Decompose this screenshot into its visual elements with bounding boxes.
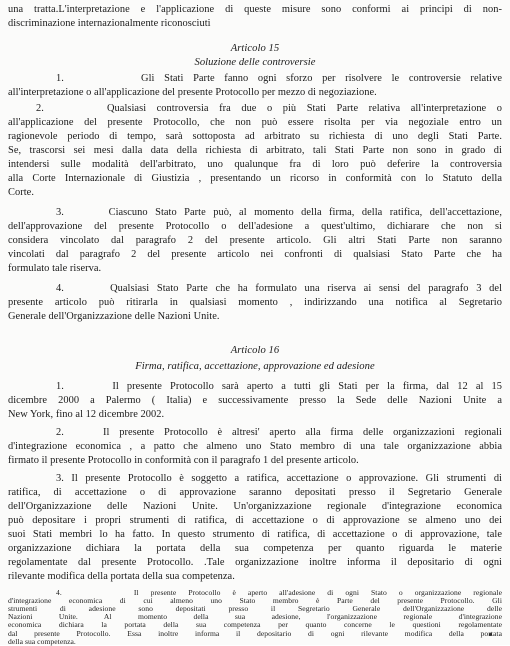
art15-p2-line-6: alla Corte Internazionale di Giustizia , presentando un ricorso in conformità con lo Statuto della	[8, 173, 502, 184]
art16-p4-line-3: strumenti di adesione sono depositati presso il Segretario Generale dell'Organizzazione delle	[8, 604, 502, 614]
article-15-heading: Articolo 15	[230, 43, 280, 54]
art16-p4-line-5: economica dichiara la portata della sua competenza per quanto concerne le questioni regolamentate	[8, 620, 502, 630]
article-15-subheading: Soluzione delle controversie	[194, 57, 316, 68]
article-16-heading: Articolo 16	[230, 345, 280, 356]
art16-p3-line-8: rilevante modifica della portata della sua competenza.	[8, 571, 235, 582]
art16-p3-line-5: suoi Stati membri lo ha fatto. In questo strumento di ratifica, di accettazione o di approvazione, tale	[8, 529, 502, 540]
art16-p2-line-3: firmato il presente Protocollo in conformità con il paragrafo 1 del presente articolo.	[8, 455, 359, 466]
art15-p3-line-4: vincolati dal paragrafo 2 del presente articolo nei confronti di qualsiasi Stato Parte che ha	[8, 249, 502, 260]
art15-p2-line-2: all'applicazione del presente Protocollo, che non può essere risolta per via negoziale entro un	[8, 117, 502, 128]
art15-p2-line-4: Se, trascorsi sei mesi dalla data della richiesta di arbitrato, tali Stati Parte non sono in grado di	[8, 145, 502, 156]
art15-p3-line-1: 3. Ciascuno Stato Parte può, al momento della firma, della ratifica, dell'accettazione,	[56, 207, 502, 218]
art16-p3-line-3: dell'Organizzazione delle Nazioni Unite. Un'organizzazione regionale d'integrazione economica	[8, 501, 502, 512]
art15-p4-line-3: Generale dell'Organizzazione delle Nazioni Unite.	[8, 311, 220, 322]
art16-p3-line-4: può depositare i propri strumenti di ratifica, di accettazione o di approvazione se almeno uno dei	[8, 515, 502, 526]
art16-p3-line-7: regolamentate dal presente Protocollo. .Tale organizzazione inoltre informa il depositario di ogni	[8, 557, 502, 568]
art16-p4-line-2: d'integrazione economica di cui almeno uno Stato membro è Parte del presente Protocollo. Gli	[8, 596, 502, 606]
art16-p2-line-1: 2. Il presente Protocollo è altresi' aperto alla firma delle organizzazioni regionali	[56, 427, 502, 438]
art15-p1-line-1: 1. Gli Stati Parte fanno ogni sforzo per risolvere le controversie relative	[56, 73, 502, 84]
art16-p3-line-2: ratifica, di accettazione o di approvazione saranno depositati presso il Segretario Generale	[8, 487, 502, 498]
art16-p3-line-6: organizzazione dichiara la portata della sua competenza per quanto riguarda le materie	[8, 543, 502, 554]
art15-p2-line-1: 2. Qualsiasi controversia fra due o più Stati Parte relativa all'interpretazione o	[36, 103, 502, 114]
art15-p1-line-2: all'interpretazione o all'applicazione del presente Protocollo per mezzo di negoziazione.	[8, 87, 377, 98]
intro-line-1: una tratta.L'interpretazione e l'applicazione di queste misure sono conformi ai principi di non-	[8, 4, 502, 15]
art16-p4-line-1: 4. Il presente Protocollo è aperto all'adesione di ogni Stato o organizzazione regionale	[56, 588, 502, 597]
art16-p4-line-6: dal presente Protocollo. Essa inoltre informa il depositario di ogni rilevante modifica della portata	[8, 628, 502, 638]
art16-p1-line-1: 1. Il presente Protocollo sarà aperto a tutti gli Stati per la firma, dal 12 al 15	[56, 381, 502, 392]
art15-p4-line-1: 4. Qualsiasi Stato Parte che ha formulato una riserva ai sensi del paragrafo 3 del	[56, 283, 502, 294]
art15-p2-line-5: intendersi sulle modalità dell'arbitrato, uno qualunque fra di loro può deferire la controversia	[8, 159, 502, 170]
article-16-subheading: Firma, ratifica, accettazione, approvazione ed adesione	[135, 361, 375, 372]
art15-p3-line-3: considera vincolato dal paragrafo 2 del presente articolo. Gli altri Stati Parte non saranno	[8, 235, 502, 246]
art16-p1-line-2: dicembre 2000 a Palermo ( Italia) e successivamente presso la Sede delle Nazioni Unite a	[8, 395, 502, 406]
art16-p4-line-7: della sua competenza.	[8, 636, 76, 646]
art15-p4-line-2: presente articolo può ritirarla in qualsiasi momento , indirizzando una notifica al Segretario	[8, 297, 502, 308]
art16-p3-line-1: 3. Il presente Protocollo è soggetto a ratifica, accettazione o approvazione. Gli strumenti di	[56, 473, 502, 484]
art15-p2-line-7: Corte.	[8, 187, 34, 198]
art15-p3-line-5: formulato tale riserva.	[8, 263, 102, 274]
intro-line-2: discriminazione internazionalmente riconosciuti	[8, 18, 211, 29]
art16-p2-line-2: d'integrazione economica , a patto che almeno uno Stato membro di una tale organizzazione abbia	[8, 441, 502, 452]
art16-p4-line-4: Nazioni Unite. Al momento della sua adesione, l'organizzazione regionale d'integrazione	[8, 612, 502, 622]
art16-p1-line-3: New York, fino al 12 dicembre 2002.	[8, 409, 165, 420]
art15-p3-line-2: dell'approvazione del presente Protocollo o dell'adesione a quest'ultimo, dichiarare che non si	[8, 221, 502, 232]
art15-p2-line-3: ragionevole periodo di tempo, sarà sottoposta ad arbitrato su richiesta di uno degli Stati Parte.	[8, 131, 502, 142]
